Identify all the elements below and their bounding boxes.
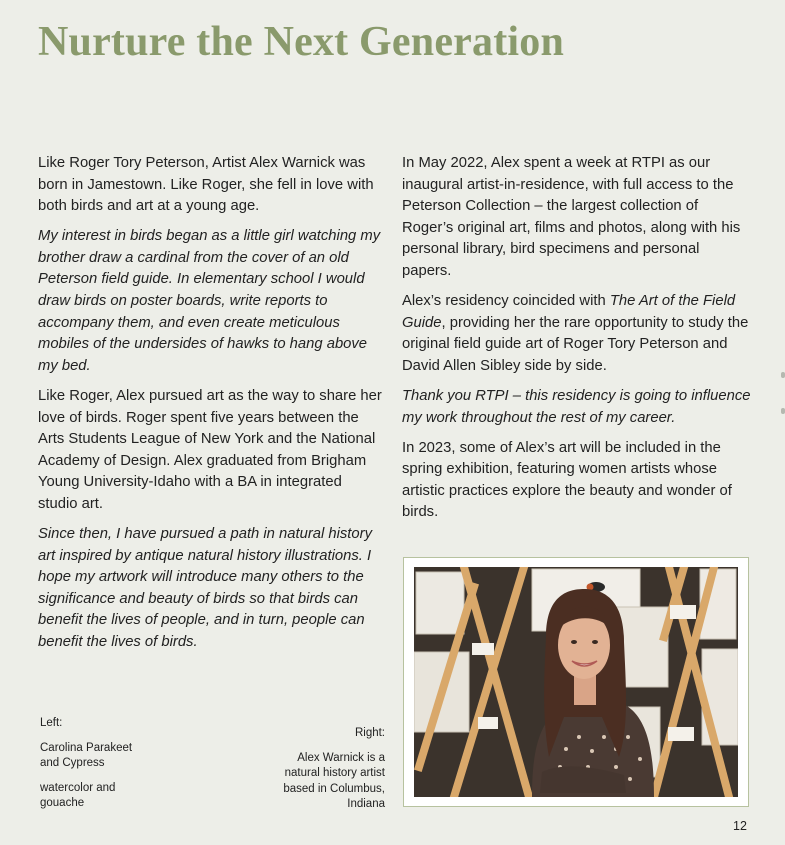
caption-right [250,726,385,822]
artist-photo [414,567,738,797]
caption-left-label: Left: [40,717,63,729]
field-guide-title: The Art of the Field Guide [402,293,736,331]
page-title: Nurture the Next Generation [38,19,565,65]
intro-paragraph: Like Roger Tory Peterson, Artist Alex Warnick was born in Jamestown. Like Roger, she fell in love with both birds and art at a young age. [38,155,374,215]
edge-mark-icon [781,372,785,378]
artist-photo-frame [403,557,749,807]
artist-quote-2: Since then, I have pursued a path in natural history art inspired by antique natural history illustrations. I hope my artwork will introduce many others to the significance and beauty of birds so that birds can benefit the lives of people, and in turn, people can benefit the lives of birds. [38,526,372,650]
caption-left-title: Carolina Parakeet and Cypress [40,741,133,769]
caption-right-text: Alex Warnick is a natural history artist based in Columbus, Indiana [283,751,385,810]
caption-right-label: Right: [354,727,385,739]
artist-quote-1: My interest in birds began as a little girl watching my brother draw a cardinal from the cover of an old Peterson field guide. In elementary school I would draw birds on poster boards, write reports to accompany them, and even create meticulous mobiles of the undersides of hawks to hang above my bed. [38,228,381,374]
artist-photo-illustration [414,567,738,797]
caption-left-medium: watercolor and gouache [40,781,116,809]
exhibition-paragraph: In 2023, some of Alex’s art will be included in the spring exhibition, featuring women artists whose artistic practices explore the beauty and wonder of birds. [402,439,732,521]
field-guide-post: , providing her the rare opportunity to study the original field guide art of Roger Tory Peterson and David Allen Sibley side by side. [402,314,749,374]
left-column [38,153,383,662]
caption-left [40,716,220,821]
field-guide-pre: Alex’s residency coincided with [402,293,610,310]
artist-quote-3: Thank you RTPI – this residency is going to influence my work throughout the rest of my career. [402,387,751,426]
residency-paragraph: In May 2022, Alex spent a week at RTPI as our inaugural artist-in-residence, with full access to the Peterson Collection – the largest collection of Roger’s original art, films and photos, along with his personal library, bird specimens and personal papers. [402,155,741,279]
page-number: 12 [733,819,747,833]
field-guide-paragraph [402,291,752,377]
edge-mark-icon [781,408,785,414]
education-paragraph: Like Roger, Alex pursued art as the way to share her love of birds. Roger spent five years between the Arts Students League of New York and the National Academy of Design. Alex graduated from Brigham Young University-Idaho with a BA in integrated studio art. [38,387,382,512]
right-column [402,153,752,533]
